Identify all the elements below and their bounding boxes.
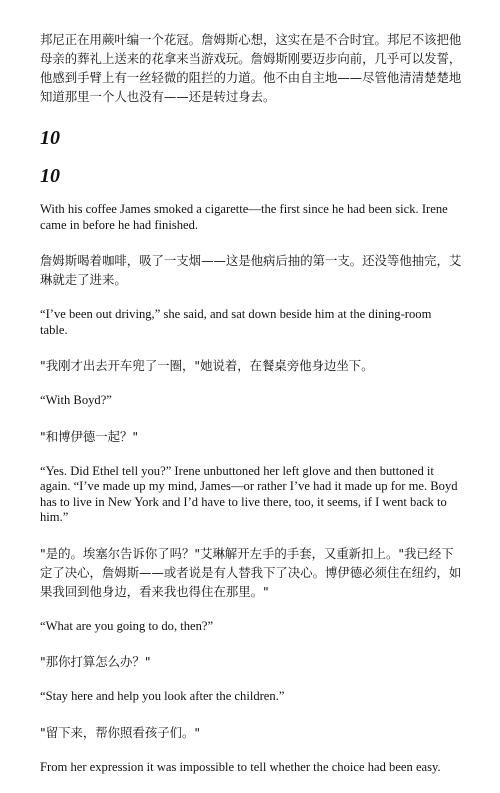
chapter-number: 10 <box>40 165 60 187</box>
document-page <box>40 30 462 793</box>
paragraph-en: “I’ve been out driving,” she said, and sat down beside him at the dining-room table. <box>40 307 432 337</box>
paragraph-zh: 邦尼正在用蕨叶编一个花冠。詹姆斯心想，这实在是不合时宜。邦尼不该把他母亲的葬礼上送来的花拿来当游戏玩。詹姆斯刚要迈步向前，几乎可以发誓，他感到手臂上有一丝轻微的阻拦的力道。他不由自主地——尽管他清清楚楚地知道那里一个人也没有——还是转过身去。 <box>40 32 462 104</box>
chapter-number: 10 <box>40 127 60 149</box>
paragraph-en: “Stay here and help you look after the children.” <box>40 689 285 703</box>
paragraph-zh: "和博伊德一起？" <box>40 428 139 444</box>
paragraph-zh: "留下来，帮你照看孩子们。" <box>40 724 201 740</box>
paragraph-zh: "那你打算怎么办？" <box>40 654 151 669</box>
paragraph-en: “With Boyd?” <box>40 393 112 407</box>
paragraph-en: “What are you going to do, then?” <box>40 618 214 633</box>
paragraph-en: With his coffee James smoked a cigarette—the first since he had been sick. Irene came in before he had finished. <box>40 202 448 232</box>
paragraph-zh: "我刚才出去开车兜了一圈，"她说着，在餐桌旁他身边坐下。 <box>40 358 374 373</box>
paragraph-zh: 詹姆斯喝着咖啡，吸了一支烟——这是他病后抽的第一支。还没等他抽完，艾琳就走了进来。 <box>40 253 462 287</box>
paragraph-en: From her expression it was impossible to tell whether the choice had been easy. <box>40 759 441 774</box>
paragraph-en: “Yes. Did Ethel tell you?” Irene unbuttoned her left glove and then buttoned it again. “I’ve made up my mind, James—or rather I’ve had it made up for me. Boyd has to live in New York and I’d have to live there, too, it seems, if I went back to him.” <box>40 463 458 524</box>
paragraph-zh: "是的。埃塞尔告诉你了吗？"艾琳解开左手的手套，又重新扣上。"我已经下定了决心，詹姆斯——或者说是有人替我下了决心。博伊德必须住在纽约，如果我回到他身边，看来我也得住在那里。" <box>40 545 462 599</box>
